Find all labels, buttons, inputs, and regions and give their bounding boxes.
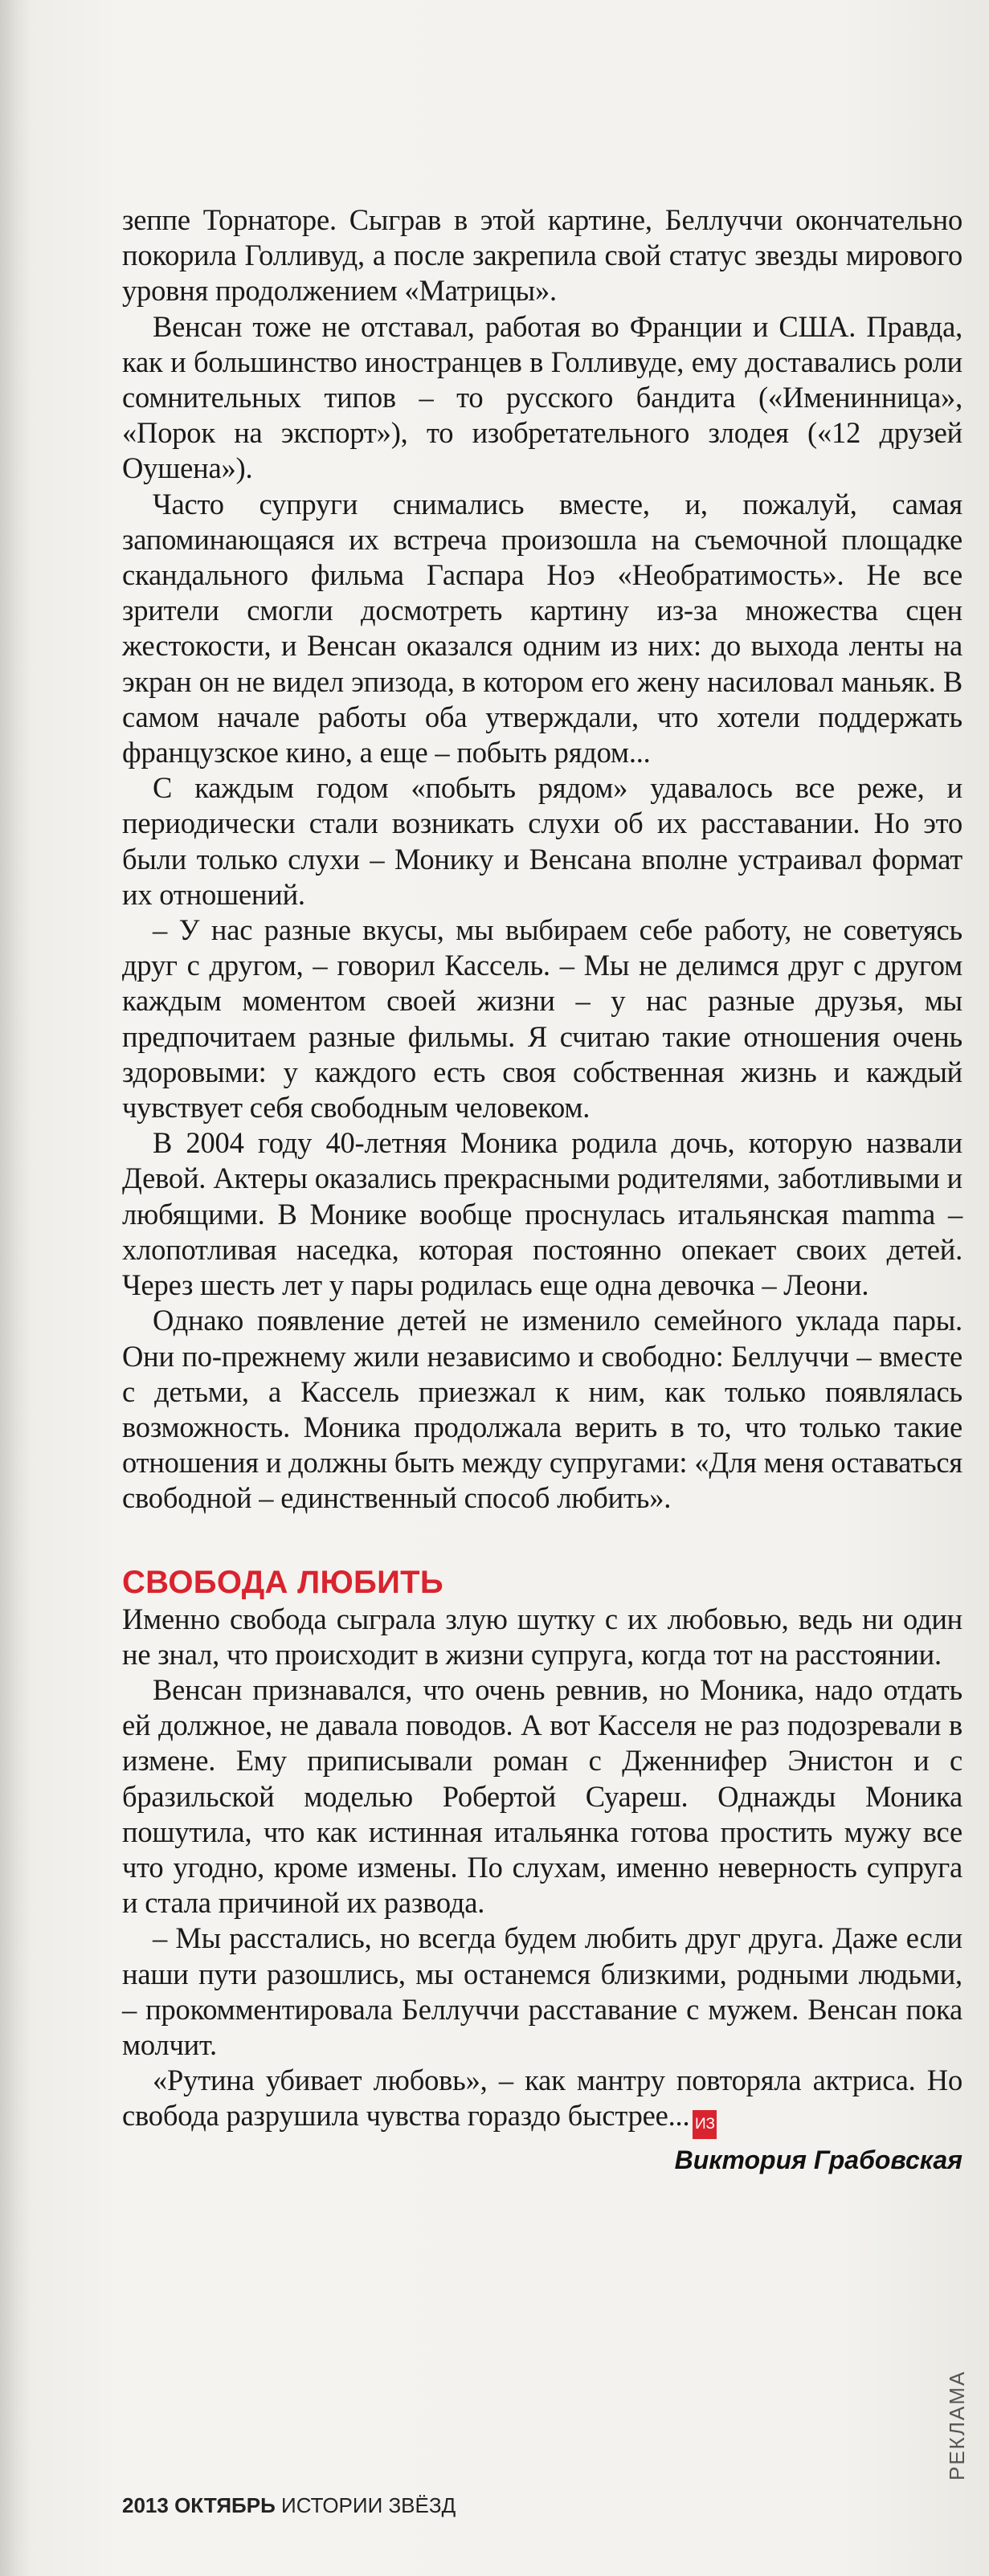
article-final-paragraph bbox=[122, 2063, 962, 2139]
article-paragraph: – Мы расстались, но всегда будем любить друг друга. Даже если наши пути разошлись, мы останемся близкими, родными людьми, – прокомментировала Беллуччи расставание с мужем. Венсан пока молчит. bbox=[122, 1921, 962, 2061]
author-byline: Виктория Грабовская bbox=[674, 2145, 962, 2175]
page-binding-shadow bbox=[0, 0, 32, 2576]
footer-year: 2013 bbox=[122, 2493, 169, 2517]
article-paragraph: – У нас разные вкусы, мы выбираем себе работу, не советуясь друг с другом, – говорил Кассель. – Мы не делимся друг с другом каждым моментом своей жизни – у нас разные друзья, мы предпочитаем разные фильмы. Я считаю такие отношения очень здоровыми: у каждого есть своя собственная жизнь и каждый чувствует себя свободным человеком. bbox=[122, 913, 962, 1125]
article-paragraph: С каждым годом «побыть рядом» удавалось все реже, и периодически стали возникать слухи об их расставании. Но это были только слухи – Монику и Венсана вполне устраивал формат их отношений. bbox=[122, 771, 962, 911]
article-paragraph: Часто супруги снимались вместе, и, пожалуй, самая запоминающаяся их встреча произошла на съемочной площадке скандального фильма Гаспара Ноэ «Необратимость». Не все зрители смогли досмотреть картину из-за множества сцен жестокости, и Венсан оказался одним из них: до выхода ленты на экран он не видел эпизода, в котором его жену насиловал маньяк. В самом начале работы оба утверждали, что хотели поддержать французское кино, а еще – побыть рядом... bbox=[122, 487, 962, 770]
page-footer bbox=[122, 2493, 456, 2517]
article-paragraph: Именно свобода сыграла злую шутку с их любовью, ведь ни один не знал, что происходит в жизни супруга, когда тот на расстоянии. bbox=[122, 1602, 962, 1671]
article-body bbox=[122, 202, 962, 2176]
advertisement-label: РЕКЛАМА bbox=[945, 2370, 969, 2480]
footer-magazine-name: ИСТОРИИ ЗВЁЗД bbox=[281, 2493, 456, 2517]
article-paragraph: зеппе Торнаторе. Сыграв в этой картине, Беллуччи окончательно покорила Голливуд, а после закрепила свой статус звезды мирового уровня продолжением «Матрицы». bbox=[122, 203, 962, 308]
end-of-article-mark: ИЗ bbox=[693, 2110, 717, 2139]
article-paragraph: Венсан тоже не отставал, работая во Франции и США. Правда, как и большинство иностранцев в Голливуде, ему доставались роли сомнительных типов – то русского бандита («Именинница», «Порок на экспорт»), то изобретательного злодея («12 друзей Оушена»). bbox=[122, 309, 962, 485]
article-paragraph: В 2004 году 40-летняя Моника родила дочь, которую назвали Девой. Актеры оказались прекрасными родителями, заботливыми и любящими. В Монике вообще проснулась итальянская mamma – хлопотливая наседка, которая постоянно опекает своих детей. Через шесть лет у пары родилась еще одна девочка – Леони. bbox=[122, 1126, 962, 1302]
final-paragraph-text: «Рутина убивает любовь», – как мантру повторяла актриса. Но свобода разрушила чувства гораздо быстрее... bbox=[122, 2064, 962, 2133]
article-paragraph: Венсан признавался, что очень ревнив, но Моника, надо отдать ей должное, не давала поводов. А вот Касселя не раз подозревали в измене. Ему приписывали роман с Дженнифер Энистон и с бразильской моделью Робертой Суареш. Однажды Моника пошутила, что как истинная итальянка готова простить мужу все что угодно, кроме измены. По слухам, именно неверность супруга и стала причиной их развода. bbox=[122, 1672, 962, 1920]
footer-month: ОКТЯБРЬ bbox=[174, 2493, 276, 2517]
article-paragraph: Однако появление детей не изменило семейного уклада пары. Они по-прежнему жили независимо и свободно: Беллуччи – вместе с детьми, а Кассель приезжал к ним, как только появлялась возможность. Моника продолжала верить в то, что только такие отношения и должны быть между супругами: «Для меня оставаться свободной – единственный способ любить». bbox=[122, 1304, 962, 1515]
section-heading: СВОБОДА ЛЮБИТЬ bbox=[122, 1564, 443, 1600]
